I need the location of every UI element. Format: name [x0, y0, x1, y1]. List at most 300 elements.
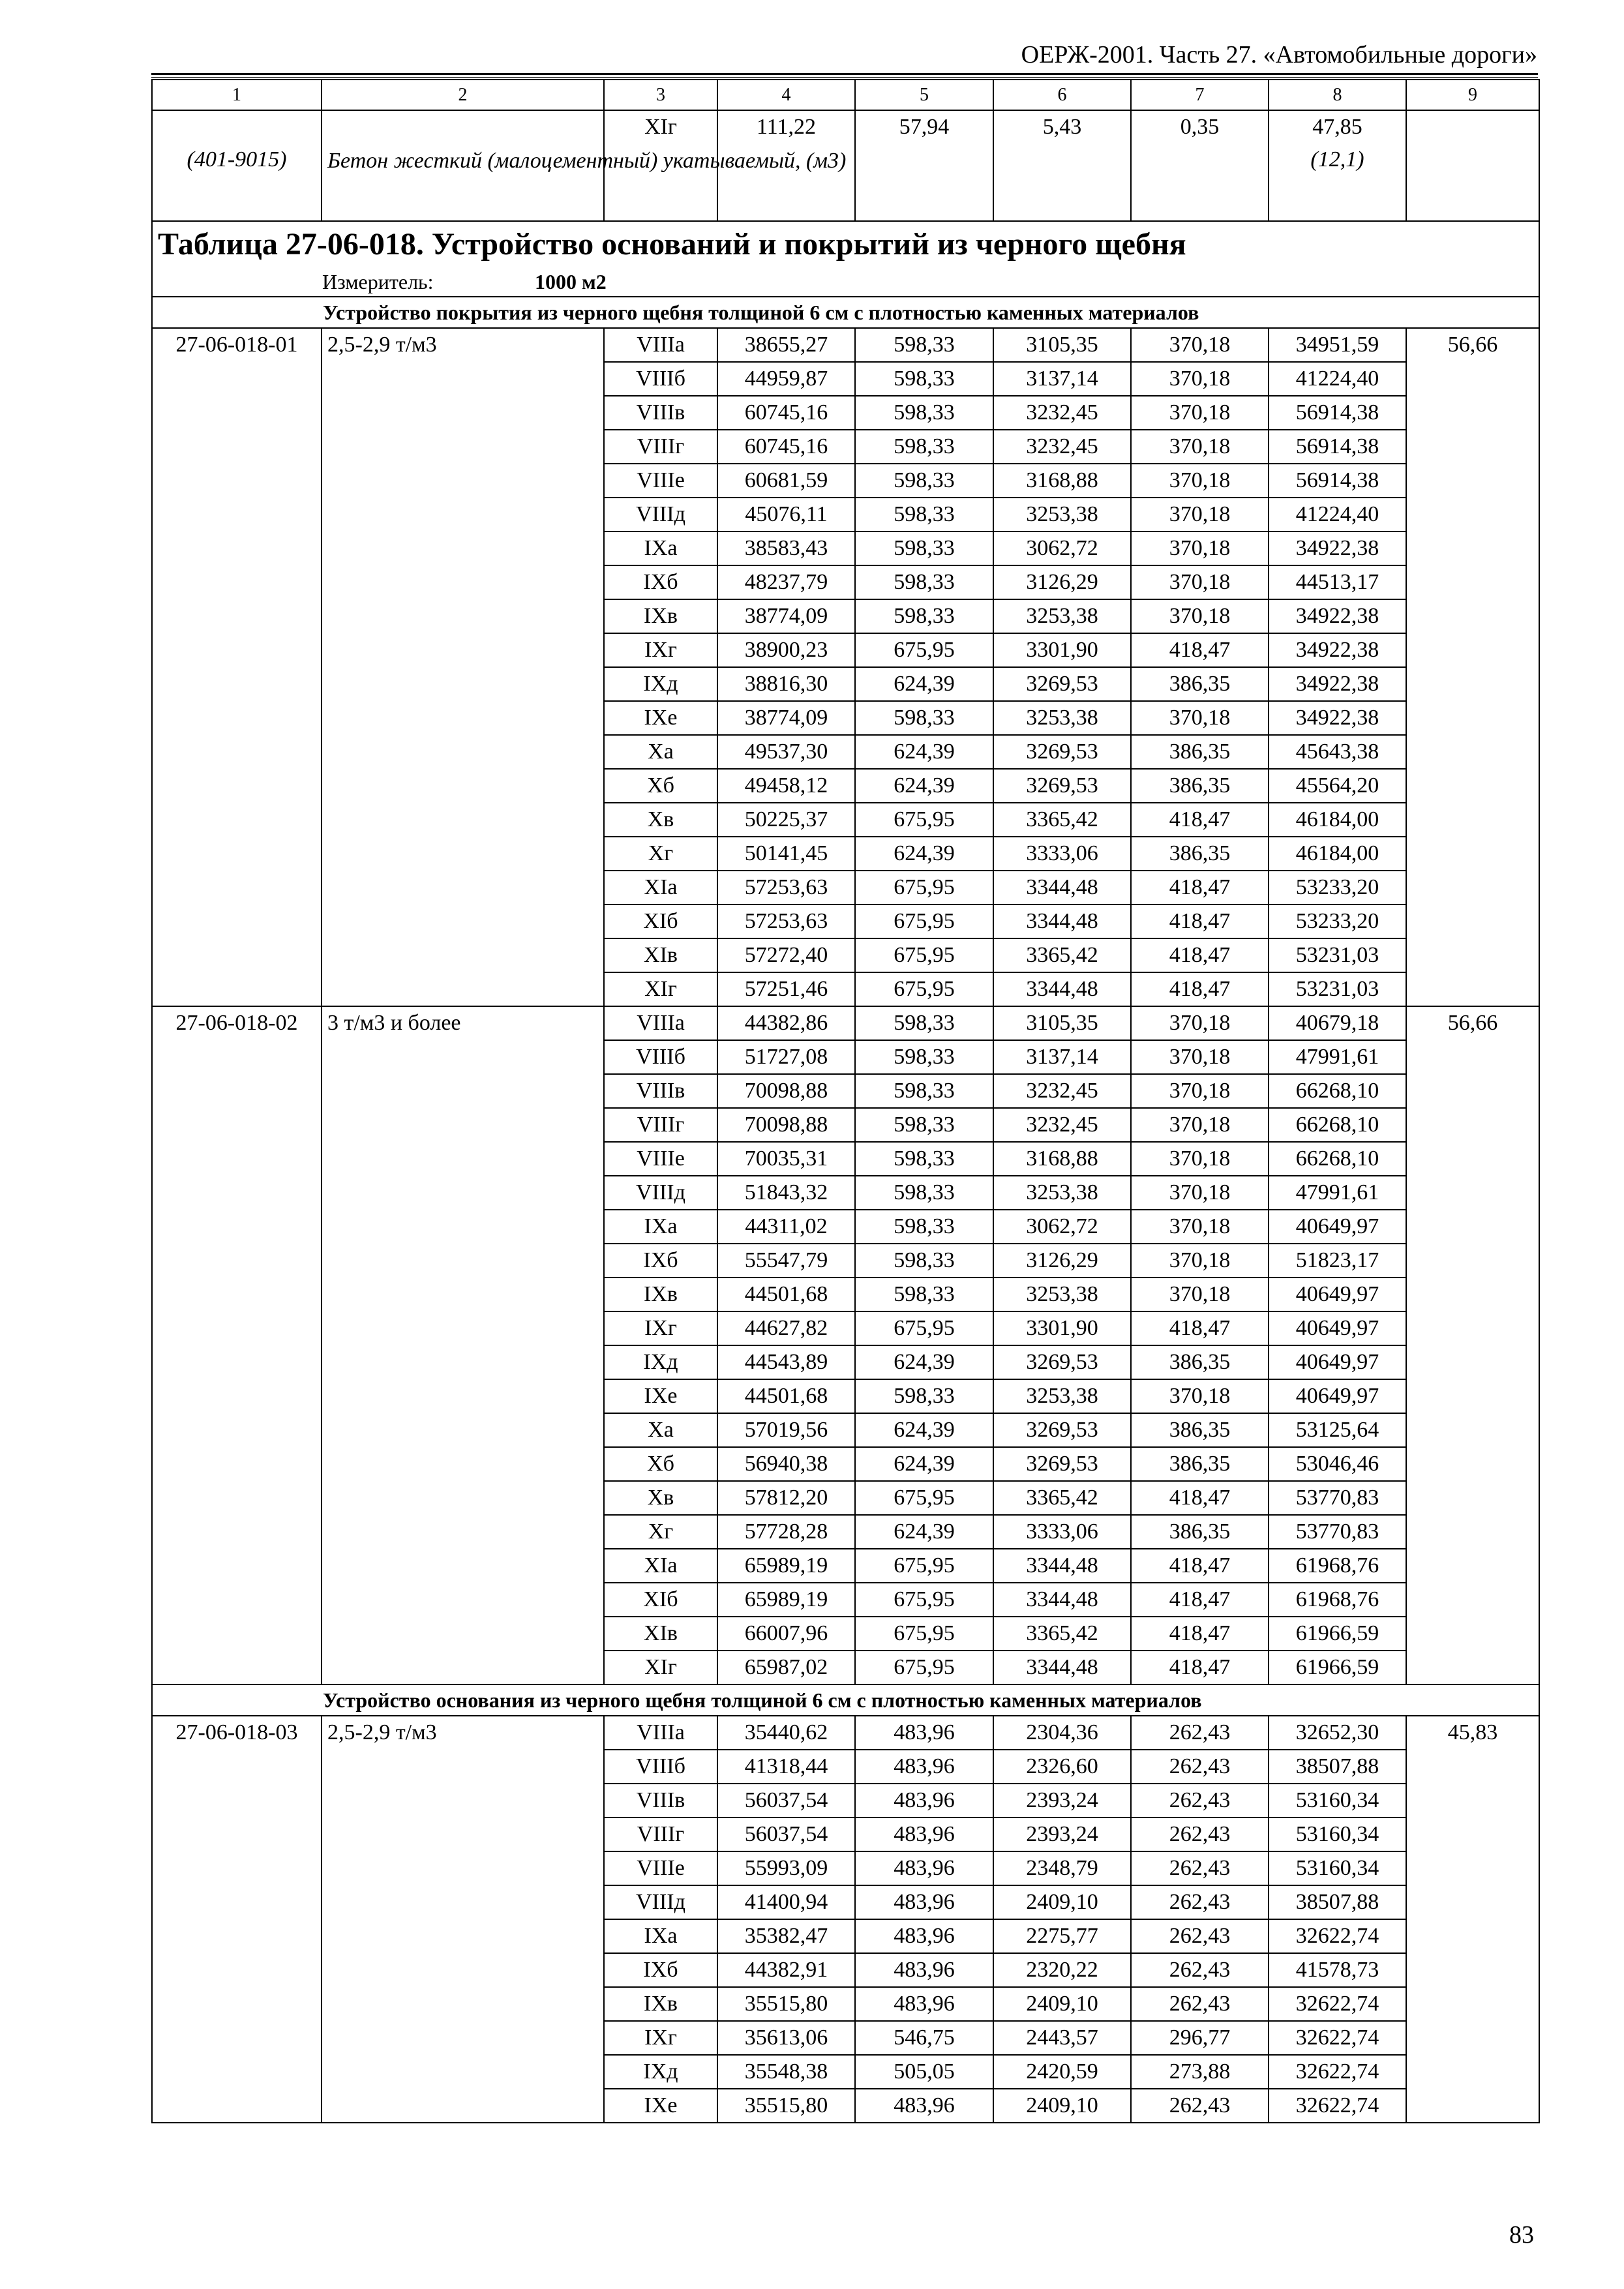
value-cell: 3365,42 — [993, 1617, 1131, 1651]
table-row — [152, 1006, 1539, 1040]
c9-cell — [1406, 1244, 1539, 1278]
value-cell: 61966,59 — [1269, 1651, 1406, 1684]
rate-code — [152, 1210, 322, 1244]
zone-cell: VIIIа — [604, 1006, 717, 1040]
rate-code: 27-06-018-01 — [152, 328, 322, 362]
table-row — [152, 1651, 1539, 1684]
zone-cell: Xа — [604, 1413, 717, 1447]
value-cell: 53231,03 — [1269, 938, 1406, 972]
rate-name — [322, 599, 604, 633]
value-cell: 46184,00 — [1269, 803, 1406, 837]
value-cell: 3344,48 — [993, 1549, 1131, 1583]
zone-cell: VIIIб — [604, 1750, 717, 1784]
rate-code — [152, 1583, 322, 1617]
table-row — [152, 1885, 1539, 1919]
c9-cell — [1406, 1379, 1539, 1413]
value-cell: 2420,59 — [993, 2055, 1131, 2089]
section-heading-row — [152, 1684, 1539, 1716]
value-cell: 262,43 — [1131, 1919, 1269, 1953]
value-cell: 49537,30 — [717, 735, 855, 769]
rate-code — [152, 1345, 322, 1379]
value-cell: 483,96 — [855, 1953, 993, 1987]
value-cell: 386,35 — [1131, 769, 1269, 803]
value-cell: 675,95 — [855, 905, 993, 938]
value-cell: 624,39 — [855, 667, 993, 701]
value-cell: 65987,02 — [717, 1651, 855, 1684]
c9-cell — [1406, 396, 1539, 430]
c9-cell — [1406, 667, 1539, 701]
value-cell: 51823,17 — [1269, 1244, 1406, 1278]
value-cell: 3269,53 — [993, 1345, 1131, 1379]
value-cell: 3105,35 — [993, 328, 1131, 362]
value-cell: 3333,06 — [993, 837, 1131, 871]
value-cell: 598,33 — [855, 1210, 993, 1244]
prev-value: 111,22 — [717, 110, 855, 221]
rate-code — [152, 464, 322, 498]
rate-name — [322, 362, 604, 396]
rate-name — [322, 2055, 604, 2089]
value-cell: 483,96 — [855, 1750, 993, 1784]
table-row — [152, 1851, 1539, 1885]
rate-name — [322, 430, 604, 464]
value-cell: 41224,40 — [1269, 498, 1406, 531]
value-cell: 3269,53 — [993, 667, 1131, 701]
value-cell: 66268,10 — [1269, 1074, 1406, 1108]
rate-name — [322, 905, 604, 938]
rate-code — [152, 1784, 322, 1818]
zone-cell: VIIIа — [604, 328, 717, 362]
c9-cell — [1406, 1345, 1539, 1379]
value-cell: 624,39 — [855, 735, 993, 769]
value-cell: 32622,74 — [1269, 2089, 1406, 2123]
value-cell: 483,96 — [855, 1784, 993, 1818]
value-cell: 598,33 — [855, 498, 993, 531]
value-cell: 598,33 — [855, 430, 993, 464]
rate-code: 27-06-018-03 — [152, 1716, 322, 1750]
rate-code — [152, 362, 322, 396]
value-cell: 3253,38 — [993, 1278, 1131, 1311]
zone-cell: VIIIб — [604, 362, 717, 396]
c9-cell — [1406, 769, 1539, 803]
zone-cell: VIIIе — [604, 464, 717, 498]
table-row — [152, 2055, 1539, 2089]
c9-cell — [1406, 531, 1539, 565]
zone-cell: IXг — [604, 1311, 717, 1345]
table-row — [152, 1919, 1539, 1953]
value-cell: 46184,00 — [1269, 837, 1406, 871]
value-cell: 32622,74 — [1269, 2055, 1406, 2089]
rate-code — [152, 1481, 322, 1515]
value-cell: 41318,44 — [717, 1750, 855, 1784]
value-cell: 53160,34 — [1269, 1784, 1406, 1818]
value-cell: 262,43 — [1131, 1716, 1269, 1750]
value-cell: 60745,16 — [717, 430, 855, 464]
value-cell: 3105,35 — [993, 1006, 1131, 1040]
rate-code — [152, 1040, 322, 1074]
value-cell: 41578,73 — [1269, 1953, 1406, 1987]
rate-name — [322, 2021, 604, 2055]
rate-name — [322, 1953, 604, 1987]
value-cell: 3344,48 — [993, 1583, 1131, 1617]
c9-cell — [1406, 1953, 1539, 1987]
value-cell: 55993,09 — [717, 1851, 855, 1885]
rate-code — [152, 735, 322, 769]
table-row — [152, 1953, 1539, 1987]
value-cell: 53160,34 — [1269, 1851, 1406, 1885]
zone-cell: XIг — [604, 972, 717, 1006]
zone-cell: Xв — [604, 1481, 717, 1515]
column-number: 6 — [993, 80, 1131, 110]
value-cell: 3269,53 — [993, 769, 1131, 803]
c9-cell — [1406, 1447, 1539, 1481]
table-row — [152, 328, 1539, 362]
rate-code — [152, 667, 322, 701]
header-rule — [151, 73, 1538, 75]
zone-cell: XIб — [604, 905, 717, 938]
rate-name — [322, 1919, 604, 1953]
value-cell: 598,33 — [855, 565, 993, 599]
rate-name — [322, 531, 604, 565]
column-number: 2 — [322, 80, 604, 110]
zone-cell: IXа — [604, 531, 717, 565]
rate-code — [152, 1311, 322, 1345]
value-cell: 3344,48 — [993, 1651, 1131, 1684]
value-cell: 44382,91 — [717, 1953, 855, 1987]
zone-cell: IXа — [604, 1210, 717, 1244]
zone-cell: IXд — [604, 667, 717, 701]
value-cell: 35440,62 — [717, 1716, 855, 1750]
value-cell: 418,47 — [1131, 1311, 1269, 1345]
value-cell: 3344,48 — [993, 871, 1131, 905]
value-cell: 57253,63 — [717, 905, 855, 938]
rate-name — [322, 1244, 604, 1278]
table-row — [152, 735, 1539, 769]
page-number: 83 — [1509, 2221, 1534, 2249]
zone-cell: VIIIа — [604, 1716, 717, 1750]
rate-name — [322, 1278, 604, 1311]
table-row — [152, 972, 1539, 1006]
rate-code — [152, 1108, 322, 1142]
value-cell: 2326,60 — [993, 1750, 1131, 1784]
value-cell: 2393,24 — [993, 1818, 1131, 1851]
value-cell: 32622,74 — [1269, 2021, 1406, 2055]
value-cell: 675,95 — [855, 1617, 993, 1651]
value-cell: 483,96 — [855, 1885, 993, 1919]
value-cell: 3365,42 — [993, 803, 1131, 837]
rate-code — [152, 1617, 322, 1651]
zone-cell: Xв — [604, 803, 717, 837]
rate-code — [152, 1919, 322, 1953]
value-cell: 3168,88 — [993, 464, 1131, 498]
rate-name — [322, 1413, 604, 1447]
value-cell: 60681,59 — [717, 464, 855, 498]
value-cell: 262,43 — [1131, 1818, 1269, 1851]
value-cell: 3232,45 — [993, 396, 1131, 430]
value-cell: 66268,10 — [1269, 1142, 1406, 1176]
c9-cell — [1406, 1651, 1539, 1684]
zone-cell: VIIIв — [604, 1784, 717, 1818]
rate-code — [152, 769, 322, 803]
rate-name — [322, 1750, 604, 1784]
zone-cell: Xг — [604, 837, 717, 871]
rate-code — [152, 972, 322, 1006]
prev-value — [1269, 110, 1406, 221]
section-heading: Устройство основания из черного щебня толщиной 6 см с плотностью каменных материалов — [152, 1684, 1539, 1716]
value-cell: 675,95 — [855, 938, 993, 972]
c9-cell — [1406, 1818, 1539, 1851]
c9-cell: 45,83 — [1406, 1716, 1539, 1750]
table-row — [152, 1515, 1539, 1549]
value-cell: 38774,09 — [717, 701, 855, 735]
rate-code — [152, 599, 322, 633]
value-cell: 624,39 — [855, 837, 993, 871]
value-cell: 61966,59 — [1269, 1617, 1406, 1651]
value-cell: 386,35 — [1131, 667, 1269, 701]
value-cell: 38583,43 — [717, 531, 855, 565]
value-cell: 38816,30 — [717, 667, 855, 701]
rate-code — [152, 1074, 322, 1108]
rates-table — [151, 79, 1540, 2123]
rate-code — [152, 1987, 322, 2021]
value-cell: 2409,10 — [993, 1885, 1131, 1919]
value-cell: 65989,19 — [717, 1583, 855, 1617]
rate-name — [322, 1447, 604, 1481]
value-cell: 35515,80 — [717, 2089, 855, 2123]
value-cell: 3253,38 — [993, 1176, 1131, 1210]
rate-code — [152, 1142, 322, 1176]
value-cell: 44959,87 — [717, 362, 855, 396]
value-cell: 262,43 — [1131, 1953, 1269, 1987]
value-cell: 3344,48 — [993, 905, 1131, 938]
section-heading-row — [152, 297, 1539, 328]
value-cell: 45643,38 — [1269, 735, 1406, 769]
c9-cell — [1406, 498, 1539, 531]
value-cell: 65989,19 — [717, 1549, 855, 1583]
value-cell: 35548,38 — [717, 2055, 855, 2089]
table-row — [152, 531, 1539, 565]
zone-cell: IXв — [604, 1278, 717, 1311]
c9-cell — [1406, 871, 1539, 905]
rate-name — [322, 1345, 604, 1379]
value-cell: 56914,38 — [1269, 464, 1406, 498]
value-cell: 3062,72 — [993, 1210, 1131, 1244]
value-cell: 3232,45 — [993, 430, 1131, 464]
value-cell: 370,18 — [1131, 1379, 1269, 1413]
value-cell: 38655,27 — [717, 328, 855, 362]
c9-cell — [1406, 938, 1539, 972]
value-cell: 3253,38 — [993, 599, 1131, 633]
table-row — [152, 396, 1539, 430]
table-row — [152, 498, 1539, 531]
table-row — [152, 362, 1539, 396]
rate-code — [152, 1447, 322, 1481]
zone-cell: XIа — [604, 871, 717, 905]
c9-cell — [1406, 1549, 1539, 1583]
value-cell: 2348,79 — [993, 1851, 1131, 1885]
c9-cell — [1406, 905, 1539, 938]
rate-code — [152, 1818, 322, 1851]
value-cell: 47991,61 — [1269, 1040, 1406, 1074]
value-cell: 262,43 — [1131, 1987, 1269, 2021]
value-cell: 483,96 — [855, 1716, 993, 1750]
value-cell: 370,18 — [1131, 328, 1269, 362]
value-cell: 40649,97 — [1269, 1278, 1406, 1311]
rate-code — [152, 871, 322, 905]
table-row — [152, 938, 1539, 972]
value-cell: 370,18 — [1131, 531, 1269, 565]
value-cell: 45564,20 — [1269, 769, 1406, 803]
c9-cell — [1406, 1311, 1539, 1345]
value-cell: 32622,74 — [1269, 1987, 1406, 2021]
rate-code: 27-06-018-02 — [152, 1006, 322, 1040]
rate-name — [322, 1818, 604, 1851]
prev-c9 — [1406, 110, 1539, 221]
value-cell: 40649,97 — [1269, 1379, 1406, 1413]
c9-cell — [1406, 1750, 1539, 1784]
value-cell: 3126,29 — [993, 565, 1131, 599]
table-row — [152, 769, 1539, 803]
c9-cell — [1406, 1481, 1539, 1515]
c9-cell — [1406, 1278, 1539, 1311]
rate-code — [152, 531, 322, 565]
prev-value: 5,43 — [993, 110, 1131, 221]
c9-cell — [1406, 1108, 1539, 1142]
value-cell: 3269,53 — [993, 1447, 1131, 1481]
table-row — [152, 1617, 1539, 1651]
rate-code — [152, 2055, 322, 2089]
zone-cell: IXг — [604, 633, 717, 667]
c9-cell — [1406, 837, 1539, 871]
value-cell: 3232,45 — [993, 1074, 1131, 1108]
value-cell: 370,18 — [1131, 1244, 1269, 1278]
value-cell: 57253,63 — [717, 871, 855, 905]
table-row — [152, 1244, 1539, 1278]
c9-cell — [1406, 1583, 1539, 1617]
table-row — [152, 633, 1539, 667]
value-cell: 598,33 — [855, 1006, 993, 1040]
value-cell: 418,47 — [1131, 938, 1269, 972]
value-cell: 370,18 — [1131, 599, 1269, 633]
zone-cell: VIIIг — [604, 430, 717, 464]
value-cell: 262,43 — [1131, 1784, 1269, 1818]
zone-cell: XIв — [604, 938, 717, 972]
value-cell: 598,33 — [855, 1176, 993, 1210]
value-cell: 2304,36 — [993, 1716, 1131, 1750]
c9-cell — [1406, 633, 1539, 667]
value-cell: 57019,56 — [717, 1413, 855, 1447]
zone-cell: VIIIд — [604, 498, 717, 531]
value-cell: 48237,79 — [717, 565, 855, 599]
value-cell: 3269,53 — [993, 1413, 1131, 1447]
table-row — [152, 1142, 1539, 1176]
value-cell: 675,95 — [855, 633, 993, 667]
value-cell: 38507,88 — [1269, 1885, 1406, 1919]
value-cell: 3365,42 — [993, 938, 1131, 972]
value-cell: 370,18 — [1131, 1040, 1269, 1074]
rate-name — [322, 1142, 604, 1176]
table-row — [152, 1311, 1539, 1345]
value-cell: 675,95 — [855, 1549, 993, 1583]
value-cell: 35515,80 — [717, 1987, 855, 2021]
value-cell: 70098,88 — [717, 1074, 855, 1108]
table-row — [152, 1345, 1539, 1379]
value-cell: 51843,32 — [717, 1176, 855, 1210]
table-row — [152, 1074, 1539, 1108]
value-cell: 34922,38 — [1269, 599, 1406, 633]
value-cell: 32622,74 — [1269, 1919, 1406, 1953]
value-cell: 675,95 — [855, 871, 993, 905]
table-row — [152, 1750, 1539, 1784]
rate-code — [152, 430, 322, 464]
value-cell: 53770,83 — [1269, 1515, 1406, 1549]
value-cell: 53046,46 — [1269, 1447, 1406, 1481]
value-cell: 38900,23 — [717, 633, 855, 667]
table-row — [152, 1447, 1539, 1481]
value-cell: 3126,29 — [993, 1244, 1131, 1278]
table-row — [152, 464, 1539, 498]
value-cell: 598,33 — [855, 362, 993, 396]
rate-name — [322, 1784, 604, 1818]
zone-cell: XIб — [604, 1583, 717, 1617]
value-cell: 32652,30 — [1269, 1716, 1406, 1750]
column-number: 9 — [1406, 80, 1539, 110]
rate-name — [322, 1210, 604, 1244]
value-cell: 56037,54 — [717, 1784, 855, 1818]
table-row — [152, 803, 1539, 837]
value-cell: 624,39 — [855, 1345, 993, 1379]
zone-cell: IXе — [604, 2089, 717, 2123]
zone-cell: VIIIв — [604, 1074, 717, 1108]
rate-name — [322, 667, 604, 701]
value-cell: 418,47 — [1131, 972, 1269, 1006]
value-cell: 3168,88 — [993, 1142, 1131, 1176]
rate-name — [322, 1311, 604, 1345]
c9-cell — [1406, 599, 1539, 633]
prev-code: (401-9015) — [152, 110, 322, 221]
table-row — [152, 1481, 1539, 1515]
rate-name — [322, 837, 604, 871]
value-cell: 598,33 — [855, 464, 993, 498]
rate-code — [152, 938, 322, 972]
value-cell: 53160,34 — [1269, 1818, 1406, 1851]
value-cell: 3269,53 — [993, 735, 1131, 769]
prev-name: Бетон жесткий (малоцементный) укатываемый, (м3) — [322, 110, 604, 221]
value-cell: 35613,06 — [717, 2021, 855, 2055]
table-row — [152, 599, 1539, 633]
value-cell: 44543,89 — [717, 1345, 855, 1379]
value-cell: 70035,31 — [717, 1142, 855, 1176]
rate-name — [322, 938, 604, 972]
table-row — [152, 1176, 1539, 1210]
measure-label: Измеритель: — [322, 270, 434, 293]
value-cell: 50141,45 — [717, 837, 855, 871]
value-cell: 57728,28 — [717, 1515, 855, 1549]
table-row — [152, 1818, 1539, 1851]
prev-value-c8: 47,85 — [1312, 115, 1362, 139]
measure-line — [153, 267, 1539, 296]
value-cell: 386,35 — [1131, 1413, 1269, 1447]
table-row — [152, 1040, 1539, 1074]
rate-name — [322, 498, 604, 531]
rate-code — [152, 396, 322, 430]
value-cell: 262,43 — [1131, 1885, 1269, 1919]
table-row — [152, 871, 1539, 905]
rate-name — [322, 1379, 604, 1413]
c9-cell — [1406, 565, 1539, 599]
zone-cell: IXб — [604, 1953, 717, 1987]
value-cell: 370,18 — [1131, 362, 1269, 396]
c9-cell — [1406, 362, 1539, 396]
